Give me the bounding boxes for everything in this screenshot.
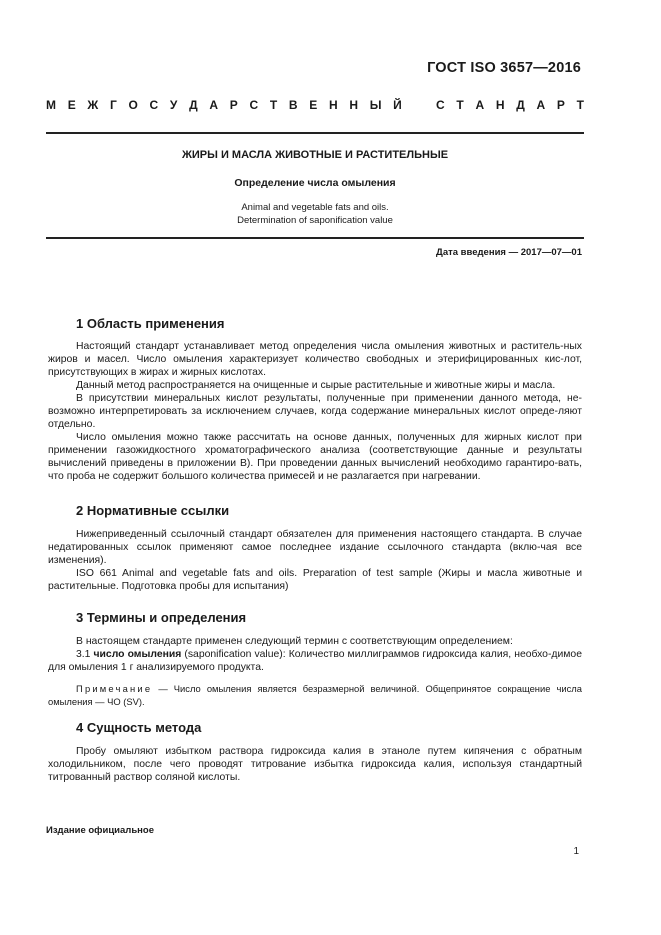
english-title-line: Determination of saponification value [237, 215, 393, 226]
banner-letter: Т [576, 98, 584, 112]
paragraph: Пробу омыляют избытком раствора гидроксида калия в этаноле путем кипячения с обратным холодильником, после чего проводят титрование избытка гидроксида калия, используя стандартный титрованный раствор соляной кислоты. [48, 746, 582, 783]
banner-letter: С [249, 98, 259, 112]
banner-letter: А [209, 98, 219, 112]
paragraph: В присутствии минеральных кислот результаты, полученные при применении данного метода, не-возможно интерпретировать за исключением случаев, когда содержание минеральных кислот опреде-ляют отдельно. [48, 393, 582, 430]
page-number: 1 [573, 846, 579, 857]
banner-letter: А [536, 98, 546, 112]
banner-letter: Н [495, 98, 505, 112]
banner-letter: Й [393, 98, 402, 112]
banner-letter: Н [349, 98, 359, 112]
official-edition-label: Издание официальное [46, 825, 154, 836]
banner-letter: С [149, 98, 159, 112]
term-number: 3.1 [76, 649, 91, 660]
banner-letter: В [288, 98, 298, 112]
banner-word-standard [436, 98, 584, 112]
term-name: число омыления [93, 649, 182, 660]
banner-letter: М [46, 98, 56, 112]
section-1-heading: 1 Область применения [76, 316, 225, 331]
note [48, 682, 582, 708]
term-definition-text: (saponification value): Количество миллиграммов гидроксида калия, необхо-димое для омыления 1 г анализируемого продукта. [48, 649, 582, 673]
banner-letter: У [169, 98, 178, 112]
section-3-heading: 3 Термины и определения [76, 610, 247, 625]
banner-letter: Д [516, 98, 525, 112]
banner-letter: Р [556, 98, 565, 112]
banner-letter: Д [189, 98, 198, 112]
paragraph: В настоящем стандарте применен следующий термин с соответствующим определением: [76, 636, 513, 647]
paragraph: Данный метод распространяется на очищенные и сырые растительные и животные жиры и масла. [76, 380, 556, 391]
banner-letter: Т [456, 98, 464, 112]
paragraph: Нижеприведенный ссылочный стандарт обязателен для применения настоящего стандарта. В случае недатированных ссылок применяют самое последнее издание ссылочного стандарта (вклю-чая все изменения). [48, 529, 582, 566]
banner-word-interstate [46, 98, 402, 112]
section-4-body [48, 745, 582, 784]
banner-letter: С [436, 98, 445, 112]
english-title-line: Animal and vegetable fats and oils. [241, 202, 389, 213]
note-text: — Число омыления является безразмерной величиной. Общепринятое сокращение числа омыления — ЧО (SV). [48, 683, 582, 707]
banner-letter: Е [67, 98, 76, 112]
paragraph: Настоящий стандарт устанавливает метод определения числа омыления животных и раститель-ных жиров и масел. Число омыления характеризует количество свободных и этерифицированных кис-лот, присутствующих в жирах и жирных кислотах. [48, 341, 582, 378]
banner-letter: Ы [369, 98, 382, 112]
banner-letter: Т [269, 98, 278, 112]
document-title: ЖИРЫ И МАСЛА ЖИВОТНЫЕ И РАСТИТЕЛЬНЫЕ [181, 149, 449, 161]
term-definition [48, 648, 582, 674]
section-2-heading: 2 Нормативные ссылки [76, 503, 230, 518]
section-3-body [48, 635, 582, 674]
banner-letter: О [128, 98, 138, 112]
document-subtitle: Определение числа омыления [234, 177, 396, 189]
banner-letter: А [475, 98, 485, 112]
introduction-date: Дата введения — 2017—07—01 [436, 247, 582, 258]
title-divider [46, 237, 584, 239]
banner-letter: Г [109, 98, 117, 112]
banner-letter: Е [309, 98, 318, 112]
section-2-body [48, 528, 582, 593]
paragraph: ISO 661 Animal and vegetable fats and oils. Preparation of test sample (Жиры и масла животные и растительные. Подготовка пробы для испытания) [48, 568, 582, 592]
paragraph: Число омыления можно также рассчитать на основе данных, полученных для жирных кислот при применении газожидкостного хроматографического анализа (соответствующие данные и результаты вычислений приведены в приложении В). При проведении данных вычислений необходимо гарантиро-вать, что проба не содержит большого количества примесей и не разлагается при нагревании. [48, 432, 582, 482]
section-1-body [48, 340, 582, 483]
banner-letter: Н [328, 98, 338, 112]
header-divider [46, 132, 584, 134]
banner-letter: Ж [87, 98, 99, 112]
english-title [46, 201, 584, 227]
section-4-heading: 4 Сущность метода [76, 720, 202, 735]
interstate-standard-banner [46, 98, 584, 112]
note-label: Примечание [76, 683, 153, 694]
banner-letter: Р [229, 98, 238, 112]
document-number: ГОСТ ISO 3657—2016 [427, 60, 581, 76]
